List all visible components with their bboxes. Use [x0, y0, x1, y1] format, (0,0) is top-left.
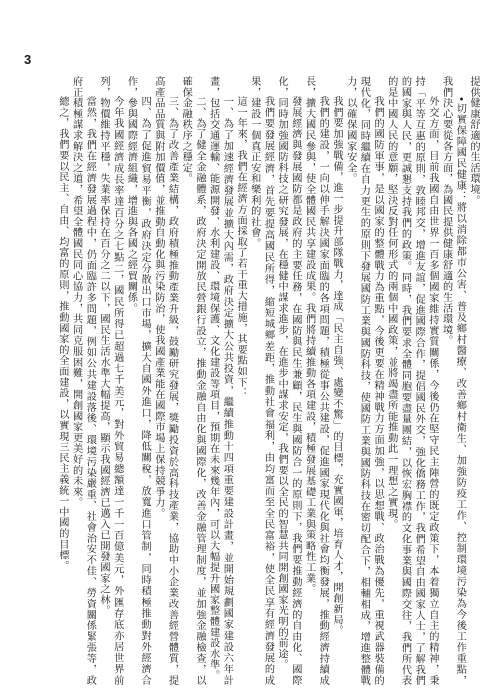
paragraph: 提供健康舒適的生活環境。 — [468, 76, 479, 206]
paragraph: 我們要發展經濟，首先要提高國民所得，縮短城鄉差距，推動社會福利，由均富而至全民富裕，使全民享有經濟發展的成果，建設一個真正安和樂利的社會。 — [248, 76, 274, 686]
paragraph: 外交方面，目前我國自由世界一百多個國家維持實質關係，今後仍在堅守民主陣營的既定政策下，本着獨立自主的精神，秉持「平等互惠的原則，敦睦邦交，增進友誼，促進國際合作，提倡國民外交，強化僑務工作，我們希望自由國家人士，了解我們的國家與人民，更誠懇支持我們的政策。同時，我們要求全體同胞要盡量團結，以恢宏胸襟的文化事業與國際交往，我們所代表的是中國人民的意願，堅決反對任何形式的兩個中國政策，並將竭盡所能推動此一理想之實現。 — [385, 76, 438, 686]
paragraph: 我們要加強戰備，進一步提升部隊戰力，達成「民主自強、處變不驚」的目標，充實國軍，培育人才，開創新局。 — [330, 96, 342, 637]
page-number: 3 — [24, 52, 32, 67]
paragraph: 今年我國經濟成長率達百分之七點二，國民所得已超過七千美元，對外貿易總額達一千一百億美元，外匯存底亦居世界前列，物價維持平穩，失業率保持在百分之二以下，國民生活水準大幅提高，顯示我國經濟已邁入已開發國家之林。 — [98, 76, 123, 686]
paragraph: 發展經濟與發展國防都是政府的主要任務，在國防與民生兼顧，民生與國防合一的原則下，我們要推動經濟的自由化、國際化，同時加強國防科技之研究發展，在穩健中謀求進步，在進步中謀求安定，我們要以全民的智慧共同開創國家光明的前途。 — [276, 76, 301, 686]
paragraph: 這一年來，我們在經濟方面採取了若干重大措施，其要點如下： — [235, 96, 247, 399]
paragraph: 我們的國防軍事，是以國家的整體戰力為重點，今後更要在精神戰力方面加強，以思想戰、政治戰為優先，重視武器裝備的現代化，同時繼續在自力更生的原則下發展國防工業與國防科技，使國防工業與國防科技在密切配合下，相輔相成，增進整體戰力，以確保國家安全。 — [344, 76, 384, 686]
paragraph: 總之，我們要以民主、自由、均富的原則，推動國家的全面建設，以實現三民主義統一中國的目標。 — [56, 96, 68, 572]
paragraph: 我們的建設，一向以伸手解決國家面臨的各項問題，積極從事公共建設，促進國家現代化與社會均衡發展，推動經濟持續成長，擴大國民參與，使全體國民共享建設成果。我們將持續推動各項建設，積極發展基礎工業與策略性工業。 — [303, 76, 329, 686]
paragraph: 一、為了加速經濟發展並擴大內需，政府決定擴大公共投資，繼續推動十四項重要建設計畫，並開始規劃國家建設六年計畫，包括交通運輸、能源開發、水利建設、環境保護、文化建設等項目，預期在未來幾年內，可以大幅提升國家整體建設水準。 — [207, 76, 233, 686]
paragraph: 二、為了健全金融體系，政府決定開放民營銀行設立，推動金融自由化與國際化，改善金融管理制度，並加強金融檢查，以確保金融秩序之穩定。 — [180, 76, 205, 686]
paragraph: 當然，我們在經濟發展過程中，仍面臨許多問題，例如公共建設落後、環境污染嚴重、社會治安不佳、勞資關係緊張等，政府正積極謀求解決之道，希望全體國民同心協力，共同克服困難，開創國家更美好的未來。 — [70, 76, 96, 686]
paragraph: 三、為了改善產業結構，政府積極推動產業升級，鼓勵研究發展，獎勵投資於高科技產業，協助中小企業改善經營體質，提高產品品質與附加價值，並推動自動化與污染防治，使我國產業能在國際市場上保持競爭力。 — [152, 76, 178, 686]
paragraph: •切實保障國民健康：將以消除都市公害、普及鄉村醫療、改善鄉村衛生、加強防疫工作、控制環境污染為今後工作重點，我們決心要從各方面，為國民提供健康舒適的生活環境。 — [440, 76, 466, 686]
paragraph: 四、為了促進貿易平衡，政府決定分散出口市場，擴大自國外進口，降低關稅，放寬進口管制，同時積極推動對外經濟合作，參與國際經濟組織，增進與各國之經貿關係。 — [125, 76, 151, 686]
vertical-text-body — [40, 76, 480, 686]
